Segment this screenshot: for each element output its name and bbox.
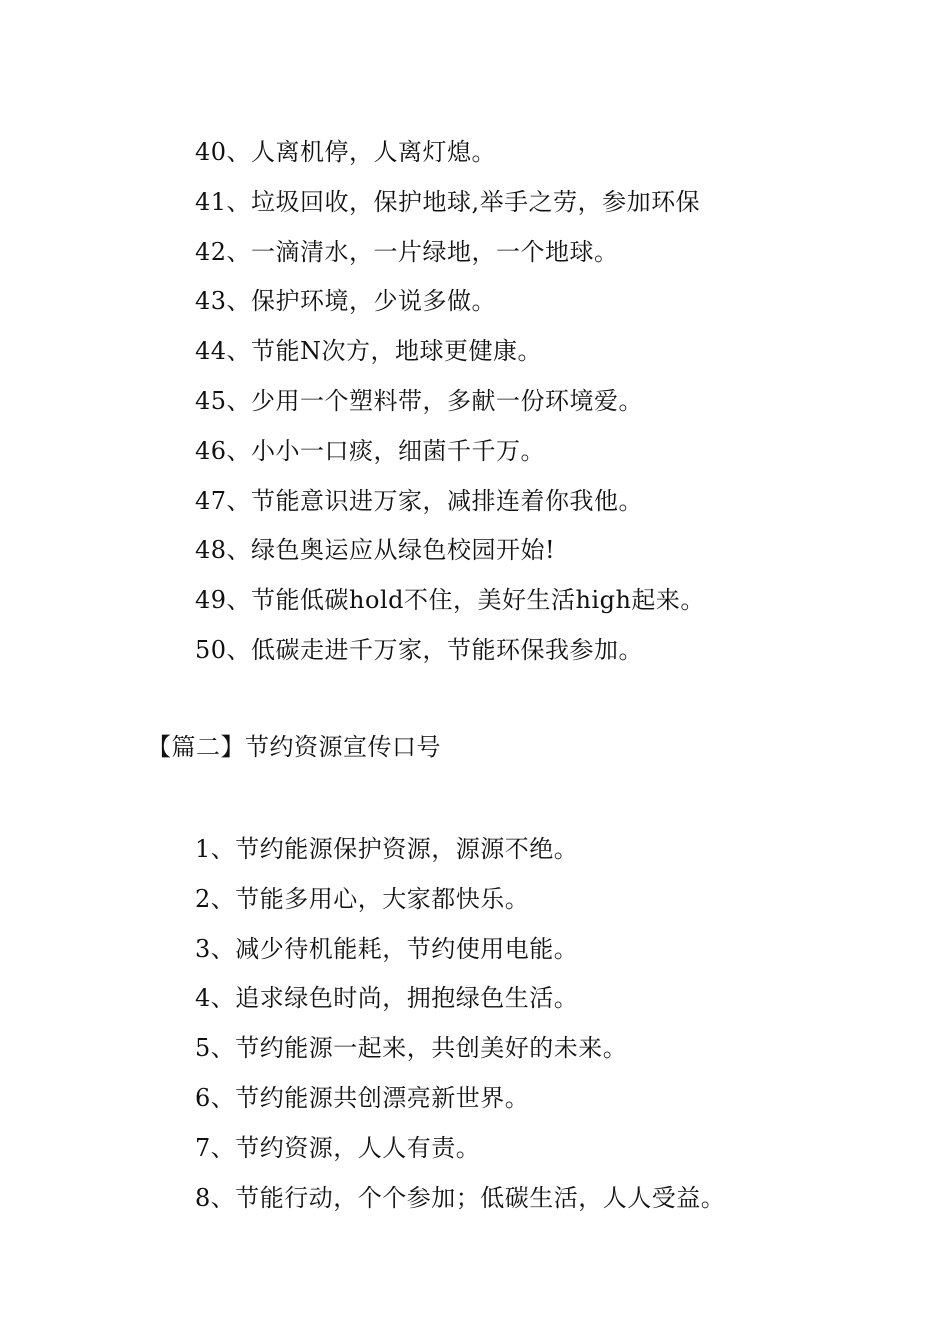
list-item: 5、节约能源一起来，共创美好的未来。 bbox=[195, 1034, 628, 1063]
list-item: 4、追求绿色时尚，拥抱绿色生活。 bbox=[195, 984, 579, 1013]
list-item: 40、人离机停，人离灯熄。 bbox=[195, 138, 497, 166]
list-item: 2、节能多用心，大家都快乐。 bbox=[195, 884, 530, 913]
list-item: 42、一滴清水，一片绿地，一个地球。 bbox=[195, 237, 619, 266]
slogan-list-part-two bbox=[195, 825, 725, 1223]
list-item: 8、节能行动，个个参加；低碳生活，人人受益。 bbox=[195, 1183, 726, 1212]
list-item: 48、绿色奥运应从绿色校园开始! bbox=[195, 536, 556, 565]
list-item: 7、节约资源，人人有责。 bbox=[195, 1133, 481, 1162]
list-item: 45、少用一个塑料带，多献一份环境爱。 bbox=[195, 386, 644, 415]
list-item: 6、节约能源共创漂亮新世界。 bbox=[195, 1083, 530, 1112]
list-item: 47、节能意识进万家，减排连着你我他。 bbox=[195, 486, 644, 515]
list-item: 43、保护环境，少说多做。 bbox=[195, 287, 497, 316]
list-item: 44、节能N次方，地球更健康。 bbox=[195, 337, 543, 366]
list-item: 41、垃圾回收，保护地球,举手之劳，参加环保 bbox=[195, 187, 701, 216]
list-item: 49、节能低碳hold不住，美好生活high起来。 bbox=[195, 586, 705, 615]
list-item: 3、减少待机能耗，节约使用电能。 bbox=[195, 934, 579, 963]
slogan-list-part-one bbox=[195, 128, 705, 676]
list-item: 46、小小一口痰，细菌千千万。 bbox=[195, 436, 546, 465]
list-item: 1、节约能源保护资源，源源不绝。 bbox=[195, 835, 579, 863]
section-heading: 【篇二】节约资源宣传口号 bbox=[147, 733, 441, 761]
list-item: 50、低碳走进千万家，节能环保我参加。 bbox=[195, 635, 644, 664]
